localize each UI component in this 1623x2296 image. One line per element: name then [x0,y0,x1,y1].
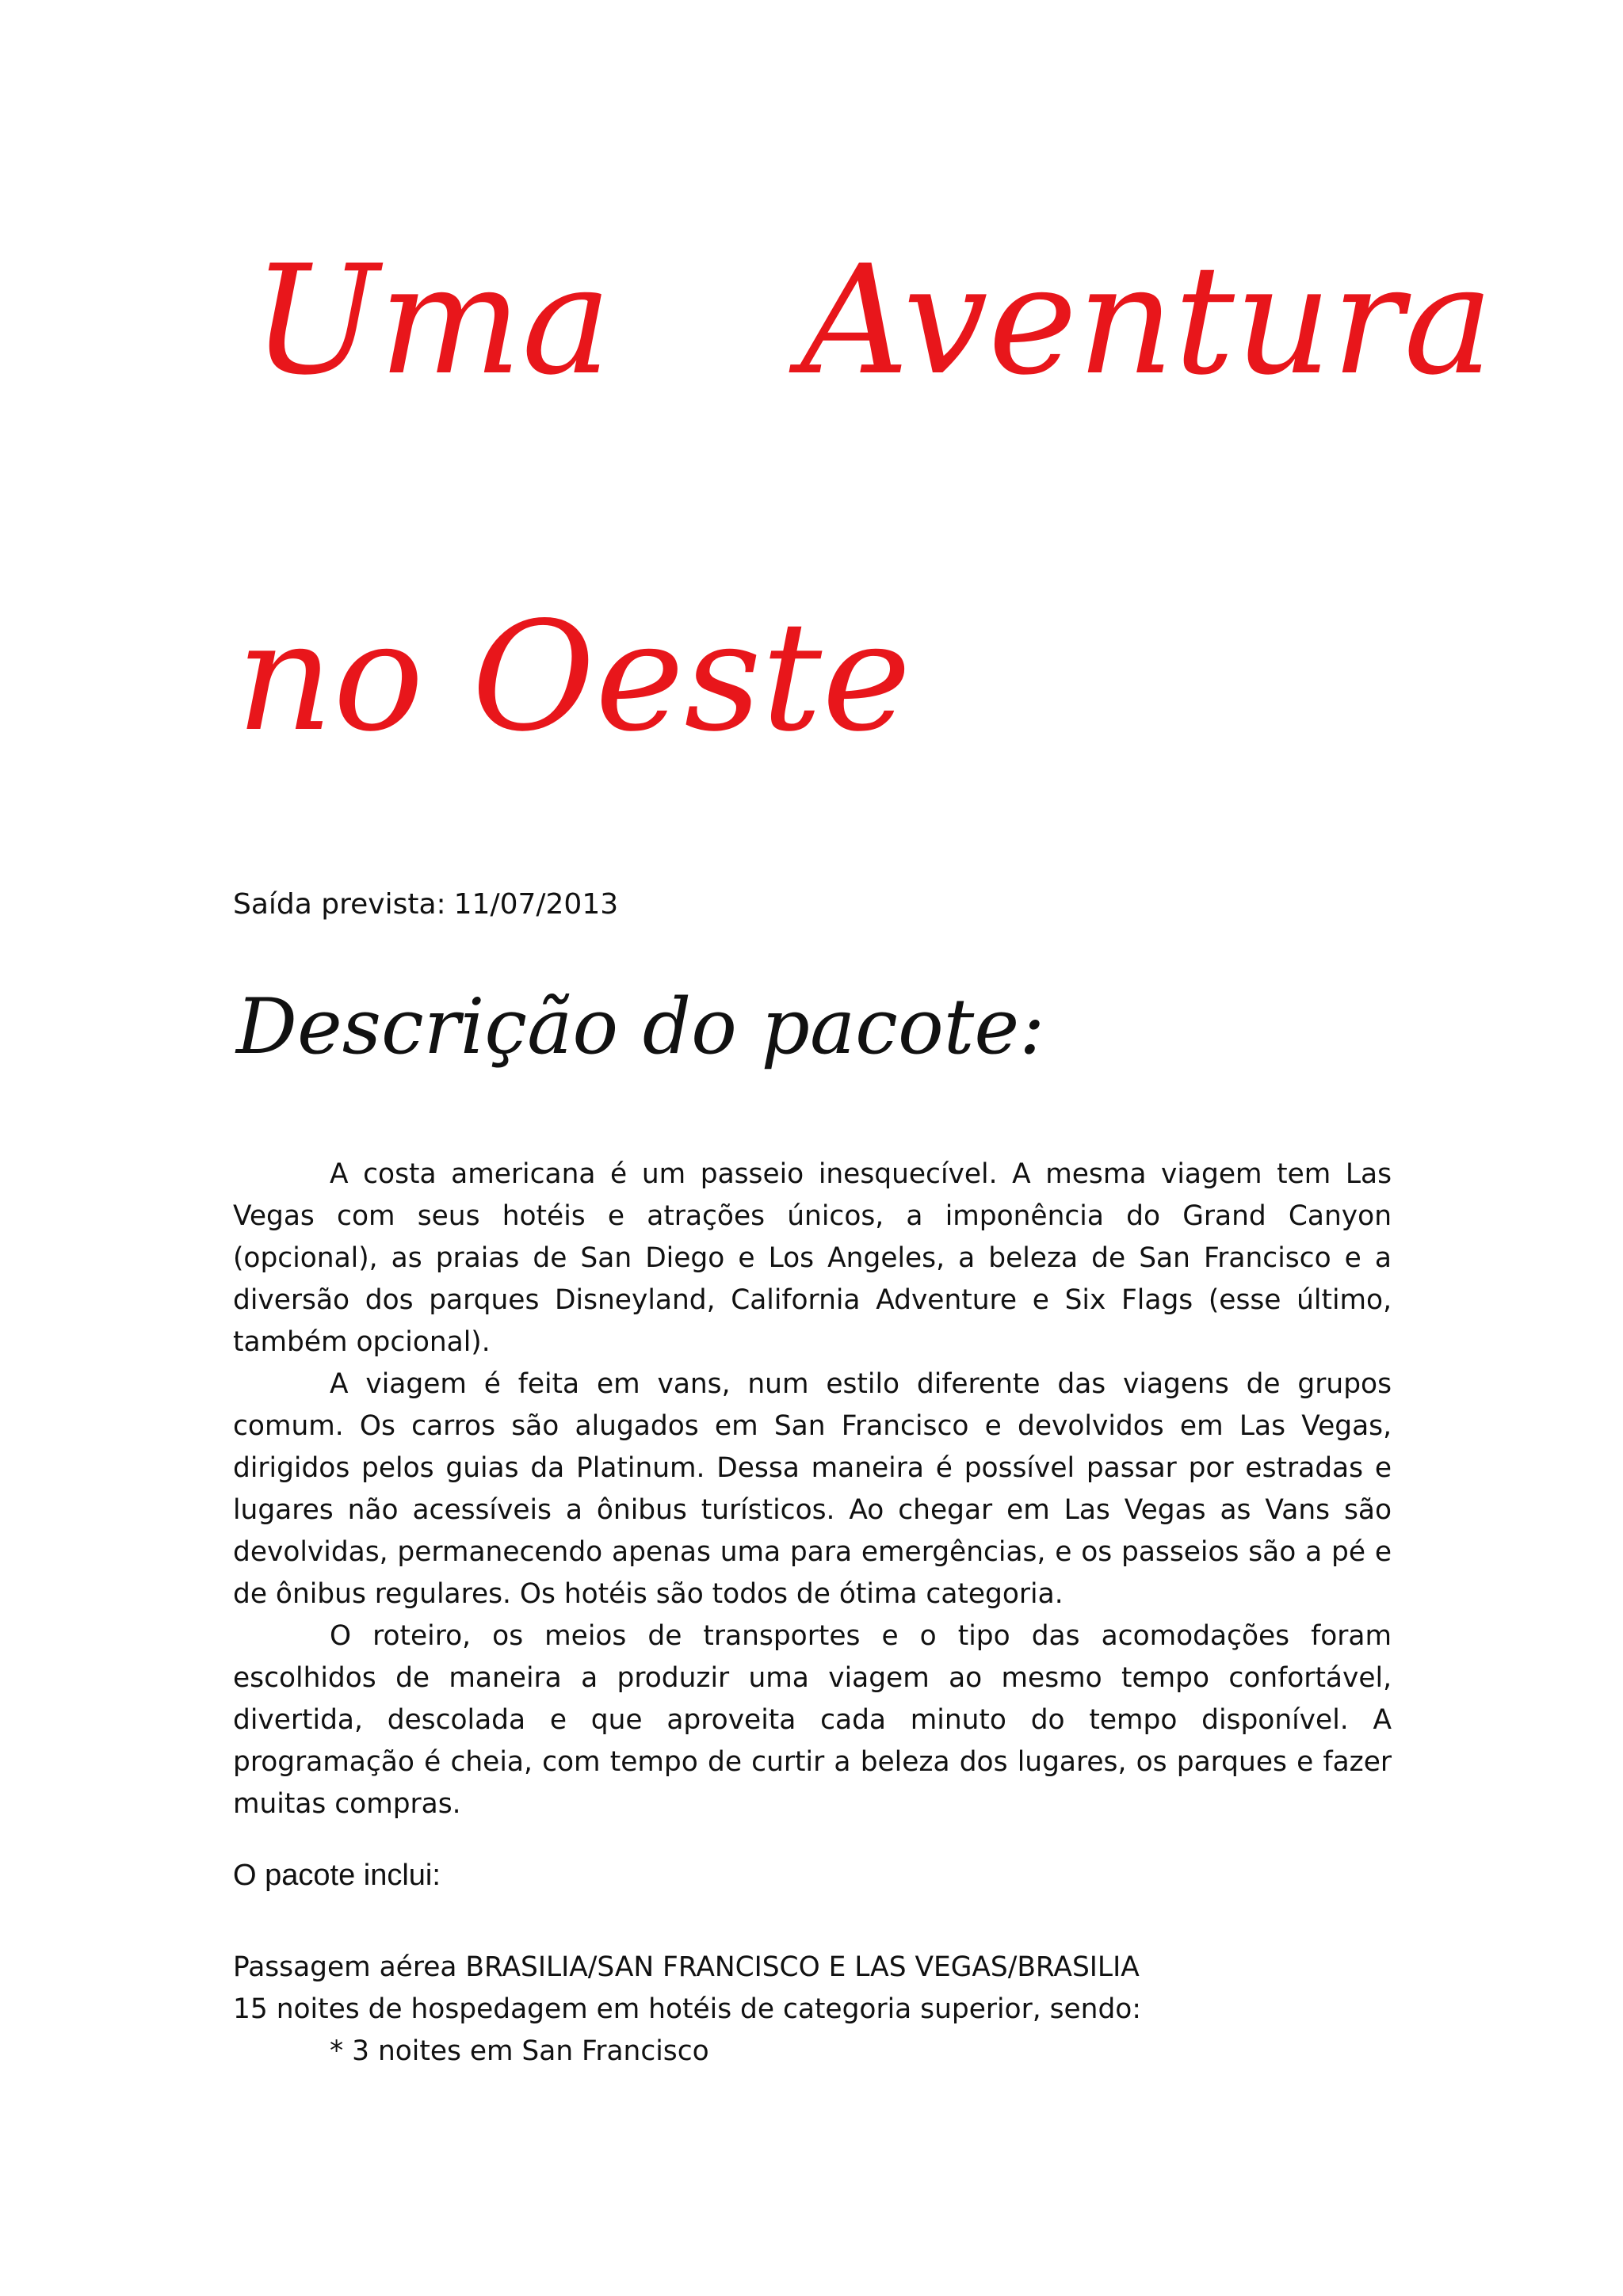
description-paragraph: A viagem é feita em vans, num estilo diferente das viagens de grupos comum. Os carros são alugados em San Francisco e devolvidos em Las Vegas, dirigidos pelos guias da Platinum. Dessa maneira é possível passar por estradas e lugares não acessíveis a ônibus turísticos. Ao chegar em Las Vegas as Vans são devolvidas, permanecendo apenas uma para emergências, e os passeios são a pé e de ônibus regulares. Os hotéis são todos de ótima categoria. [233,1368,1392,1610]
includes-item: Passagem aérea BRASILIA/SAN FRANCISCO E LAS VEGAS/BRASILIA [233,1951,1140,1983]
departure-line [233,887,618,921]
includes-heading: O pacote inclui: [233,1859,441,1892]
description-paragraph: O roteiro, os meios de transportes e o tipo das acomodações foram escolhidos de maneira a produzir uma viagem ao mesmo tempo confortável, divertida, descolada e que aproveita cada minuto do tempo disponível. A programação é cheia, com tempo de curtir a beleza dos lugares, os parques e fazer muitas compras. [233,1620,1392,1820]
description-paragraph: A costa americana é um passeio inesquecível. A mesma viagem tem Las Vegas com seus hotéis e atrações únicos, a imponência do Grand Canyon (opcional), as praias de San Diego e Los Angeles, a beleza de San Francisco e a diversão dos parques Disneyland, California Adventure e Six Flags (esse último, também opcional). [233,1158,1392,1358]
description-heading: Descrição do pacote: [236,982,1045,1071]
title-word-uma: Uma [252,233,612,408]
includes-list [233,1947,1390,2073]
departure-date: 11/07/2013 [453,888,619,921]
includes-subitem: * 3 noites em San Francisco [330,2035,709,2067]
departure-label: Saída prevista: [233,888,446,921]
description-body [233,1154,1392,1825]
includes-item: 15 noites de hospedagem em hotéis de categoria superior, sendo: [233,1993,1141,2025]
title-line-no-oeste: no Oeste [236,589,911,765]
title-word-aventura: Aventura [800,233,1494,408]
